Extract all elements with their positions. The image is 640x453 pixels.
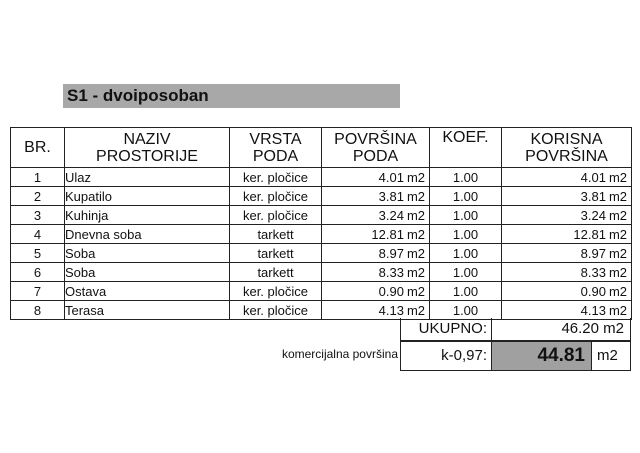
header-naziv: NAZIV PROSTORIJE bbox=[65, 128, 230, 168]
row-room-name: Kupatilo bbox=[65, 187, 230, 206]
row-room-name: Kuhinja bbox=[65, 206, 230, 225]
row-floor-area-unit: m2 bbox=[406, 207, 425, 223]
row-floor-area bbox=[322, 206, 430, 225]
header-vrsta: VRSTA PODA bbox=[230, 128, 322, 168]
table-row bbox=[11, 263, 632, 282]
row-room-name: Soba bbox=[65, 263, 230, 282]
row-floor-type: tarkett bbox=[230, 225, 322, 244]
row-number: 8 bbox=[11, 301, 65, 320]
row-floor-type: ker. pločice bbox=[230, 168, 322, 187]
table-row bbox=[11, 244, 632, 263]
commercial-value: 44.81 bbox=[491, 341, 592, 371]
commercial-label: komercijalna površina bbox=[281, 347, 398, 361]
table-row bbox=[11, 282, 632, 301]
row-usable-area-unit: m2 bbox=[608, 283, 627, 299]
row-floor-area bbox=[322, 244, 430, 263]
row-floor-area-value: 12.81 bbox=[371, 226, 404, 242]
row-floor-area-unit: m2 bbox=[406, 283, 425, 299]
row-room-name: Terasa bbox=[65, 301, 230, 320]
header-koef: KOEF. bbox=[430, 128, 502, 168]
commercial-coefficient: k-0,97: bbox=[400, 341, 492, 371]
row-floor-type: tarkett bbox=[230, 244, 322, 263]
row-coefficient: 1.00 bbox=[430, 168, 502, 187]
row-number: 6 bbox=[11, 263, 65, 282]
row-coefficient: 1.00 bbox=[430, 244, 502, 263]
table-header-row bbox=[11, 128, 632, 168]
row-number: 1 bbox=[11, 168, 65, 187]
total-value: 46.20 m2 bbox=[491, 318, 631, 341]
header-korisna: KORISNA POVRŠINA bbox=[502, 128, 632, 168]
row-usable-area-unit: m2 bbox=[608, 226, 627, 242]
row-floor-area-unit: m2 bbox=[406, 264, 425, 280]
header-br: BR. bbox=[11, 128, 65, 168]
row-room-name: Ulaz bbox=[65, 168, 230, 187]
row-floor-area-value: 4.13 bbox=[378, 302, 404, 318]
row-floor-type: ker. pločice bbox=[230, 187, 322, 206]
row-usable-area-value: 4.13 bbox=[580, 302, 606, 318]
row-floor-type: tarkett bbox=[230, 263, 322, 282]
row-usable-area bbox=[502, 225, 632, 244]
row-number: 2 bbox=[11, 187, 65, 206]
row-coefficient: 1.00 bbox=[430, 225, 502, 244]
row-floor-area bbox=[322, 301, 430, 320]
table-row bbox=[11, 225, 632, 244]
row-floor-type: ker. pločice bbox=[230, 206, 322, 225]
row-usable-area-value: 3.24 bbox=[580, 207, 606, 223]
row-number: 3 bbox=[11, 206, 65, 225]
row-usable-area-unit: m2 bbox=[608, 302, 627, 318]
row-room-name: Dnevna soba bbox=[65, 225, 230, 244]
row-floor-area-value: 8.97 bbox=[378, 245, 404, 261]
row-floor-area-unit: m2 bbox=[406, 226, 425, 242]
apartment-title: S1 - dvoiposoban bbox=[63, 84, 400, 108]
row-usable-area bbox=[502, 206, 632, 225]
commercial-unit: m2 bbox=[591, 341, 631, 371]
row-usable-area bbox=[502, 244, 632, 263]
row-usable-area-value: 0.90 bbox=[580, 283, 606, 299]
row-floor-area-value: 0.90 bbox=[378, 283, 404, 299]
table-row bbox=[11, 168, 632, 187]
row-floor-area-value: 3.24 bbox=[378, 207, 404, 223]
row-usable-area-unit: m2 bbox=[608, 264, 627, 280]
row-usable-area-value: 8.97 bbox=[580, 245, 606, 261]
row-floor-area-unit: m2 bbox=[406, 188, 425, 204]
row-floor-area-value: 4.01 bbox=[378, 169, 404, 185]
row-usable-area bbox=[502, 168, 632, 187]
table-row bbox=[11, 301, 632, 320]
row-floor-area-value: 3.81 bbox=[378, 188, 404, 204]
row-floor-area bbox=[322, 282, 430, 301]
row-usable-area-value: 4.01 bbox=[580, 169, 606, 185]
row-usable-area-value: 12.81 bbox=[573, 226, 606, 242]
row-usable-area bbox=[502, 282, 632, 301]
row-floor-area bbox=[322, 225, 430, 244]
header-povrsina: POVRŠINA PODA bbox=[322, 128, 430, 168]
row-usable-area-unit: m2 bbox=[608, 245, 627, 261]
row-floor-area bbox=[322, 168, 430, 187]
row-usable-area-unit: m2 bbox=[608, 207, 627, 223]
row-coefficient: 1.00 bbox=[430, 187, 502, 206]
rooms-table bbox=[10, 127, 632, 320]
row-number: 7 bbox=[11, 282, 65, 301]
row-usable-area bbox=[502, 263, 632, 282]
row-usable-area-unit: m2 bbox=[608, 188, 627, 204]
total-label: UKUPNO: bbox=[400, 318, 492, 341]
table-row bbox=[11, 187, 632, 206]
row-floor-area-unit: m2 bbox=[406, 169, 425, 185]
row-usable-area bbox=[502, 301, 632, 320]
row-coefficient: 1.00 bbox=[430, 206, 502, 225]
row-coefficient: 1.00 bbox=[430, 263, 502, 282]
row-room-name: Soba bbox=[65, 244, 230, 263]
table-row bbox=[11, 206, 632, 225]
row-floor-type: ker. pločice bbox=[230, 282, 322, 301]
row-coefficient: 1.00 bbox=[430, 282, 502, 301]
row-usable-area-value: 3.81 bbox=[580, 188, 606, 204]
row-floor-area-value: 8.33 bbox=[378, 264, 404, 280]
row-usable-area-value: 8.33 bbox=[580, 264, 606, 280]
row-floor-area-unit: m2 bbox=[406, 302, 425, 318]
row-room-name: Ostava bbox=[65, 282, 230, 301]
row-coefficient: 1.00 bbox=[430, 301, 502, 320]
row-number: 4 bbox=[11, 225, 65, 244]
row-floor-area bbox=[322, 263, 430, 282]
row-usable-area bbox=[502, 187, 632, 206]
row-floor-type: ker. pločice bbox=[230, 301, 322, 320]
row-number: 5 bbox=[11, 244, 65, 263]
row-usable-area-unit: m2 bbox=[608, 169, 627, 185]
row-floor-area bbox=[322, 187, 430, 206]
row-floor-area-unit: m2 bbox=[406, 245, 425, 261]
